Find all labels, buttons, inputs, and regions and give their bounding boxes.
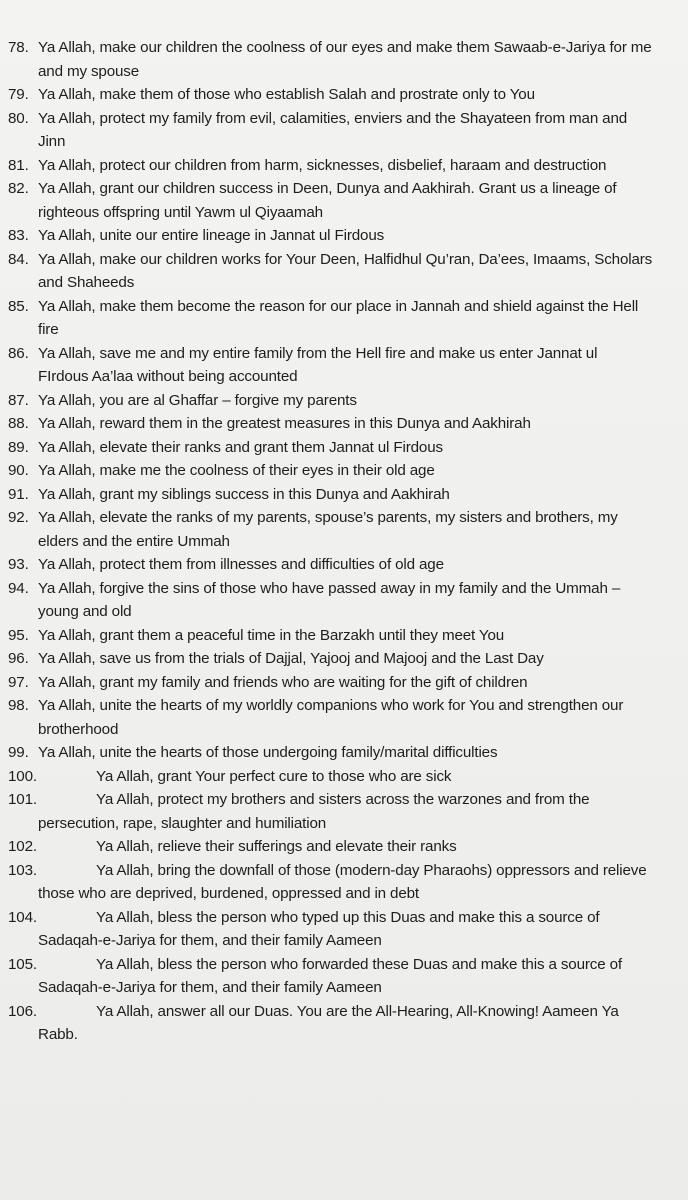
- dua-text: Ya Allah, bless the person who forwarded these Duas and make this a source of: [96, 955, 622, 973]
- dua-number: 90.: [8, 462, 29, 479]
- dua-number: 95.: [8, 626, 29, 644]
- dua-number: 79.: [8, 86, 29, 103]
- dua-item: [0, 1000, 688, 1047]
- dua-text: Ya Allah, unite the hearts of those undergoing family/marital difficulties: [38, 744, 498, 761]
- dua-item: [0, 906, 688, 953]
- dua-item: [0, 459, 688, 483]
- dua-text: Ya Allah, protect our children from harm, sicknesses, disbelief, haraam and destruction: [38, 156, 607, 174]
- dua-text: Ya Allah, make our children works for Your Deen, Halfidhul Qu’ran, Da’ees, Imaams, Scholars: [38, 250, 653, 268]
- dua-item: [0, 224, 688, 248]
- dua-text: Ya Allah, answer all our Duas. You are the All-Hearing, All-Knowing! Aameen Ya: [96, 1002, 619, 1020]
- dua-text: Ya Allah, protect them from illnesses and difficulties of old age: [38, 556, 444, 573]
- dua-number: 106.: [8, 1002, 37, 1020]
- dua-item: [0, 741, 688, 765]
- dua-number: 89.: [8, 438, 29, 456]
- dua-text: Ya Allah, make them become the reason for our place in Jannah and shield against the Hell: [38, 297, 639, 315]
- dua-text-continuation: and my spouse: [38, 62, 140, 80]
- dua-number: 104.: [8, 908, 37, 926]
- dua-item: [0, 671, 688, 695]
- dua-number: 84.: [8, 250, 29, 268]
- dua-text-continuation: Sadaqah-e-Jariya for them, and their family Aameen: [38, 932, 382, 949]
- dua-text-continuation: righteous offspring until Yawm ul Qiyaamah: [38, 203, 323, 221]
- dua-number: 96.: [8, 650, 29, 667]
- dua-number: 91.: [8, 485, 29, 503]
- dua-number: 100.: [8, 767, 37, 785]
- dua-text: Ya Allah, bless the person who typed up this Duas and make this a source of: [96, 908, 600, 926]
- dua-text: Ya Allah, protect my brothers and sisters across the warzones and from the: [96, 791, 590, 808]
- dua-number: 87.: [8, 391, 29, 409]
- dua-item: [0, 483, 688, 507]
- dua-item: [0, 835, 688, 859]
- dua-text: Ya Allah, grant my siblings success in this Dunya and Aakhirah: [38, 485, 450, 503]
- dua-text: Ya Allah, elevate the ranks of my parents, spouse’s parents, my sisters and brothers, my: [38, 509, 618, 526]
- dua-number: 102.: [8, 838, 37, 855]
- dua-item: [0, 248, 688, 295]
- dua-list: [0, 36, 688, 1047]
- dua-number: 86.: [8, 344, 29, 362]
- dua-text-continuation: brotherhood: [38, 720, 119, 738]
- dua-item: [0, 154, 688, 178]
- dua-text-continuation: and Shaheeds: [38, 274, 135, 291]
- dua-text-continuation: fire: [38, 321, 59, 338]
- dua-number: 81.: [8, 156, 29, 174]
- dua-text: Ya Allah, make me the coolness of their eyes in their old age: [38, 462, 435, 479]
- dua-item: [0, 436, 688, 460]
- dua-number: 99.: [8, 744, 29, 761]
- dua-item: [0, 342, 688, 389]
- dua-number: 85.: [8, 297, 29, 315]
- dua-item: [0, 83, 688, 107]
- dua-text-continuation: young and old: [38, 603, 132, 620]
- dua-number: 94.: [8, 579, 29, 597]
- dua-item: [0, 765, 688, 789]
- dua-number: 83.: [8, 227, 29, 244]
- dua-text: Ya Allah, unite our entire lineage in Jannat ul Firdous: [38, 227, 385, 244]
- dua-item: [0, 788, 688, 835]
- dua-number: 98.: [8, 697, 29, 714]
- dua-number: 80.: [8, 109, 29, 127]
- dua-text: Ya Allah, grant my family and friends who are waiting for the gift of children: [38, 673, 528, 691]
- dua-number: 82.: [8, 180, 29, 197]
- dua-number: 97.: [8, 673, 29, 691]
- dua-number: 101.: [8, 791, 37, 808]
- dua-text: Ya Allah, save us from the trials of Dajjal, Yajooj and Majooj and the Last Day: [38, 650, 544, 667]
- dua-text: Ya Allah, grant them a peaceful time in the Barzakh until they meet You: [38, 626, 505, 644]
- dua-item: [0, 953, 688, 1000]
- dua-number: 105.: [8, 955, 37, 973]
- dua-text: Ya Allah, bring the downfall of those (modern-day Pharaohs) oppressors and relieve: [96, 861, 647, 879]
- dua-text: Ya Allah, protect my family from evil, calamities, enviers and the Shayateen from man and: [38, 109, 628, 127]
- dua-number: 92.: [8, 509, 29, 526]
- dua-text: Ya Allah, make them of those who establish Salah and prostrate only to You: [38, 86, 535, 103]
- dua-item: [0, 859, 688, 906]
- dua-text: Ya Allah, save me and my entire family from the Hell fire and make us enter Jannat ul: [38, 344, 598, 362]
- dua-item: [0, 553, 688, 577]
- dua-text: Ya Allah, reward them in the greatest measures in this Dunya and Aakhirah: [38, 415, 531, 432]
- dua-text-continuation: FIrdous Aa’laa without being accounted: [38, 368, 298, 385]
- dua-item: [0, 107, 688, 154]
- dua-item: [0, 577, 688, 624]
- dua-text: Ya Allah, grant our children success in Deen, Dunya and Aakhirah. Grant us a lineage of: [38, 180, 617, 197]
- dua-item: [0, 36, 688, 83]
- dua-number: 93.: [8, 556, 29, 573]
- dua-item: [0, 694, 688, 741]
- dua-text: Ya Allah, grant Your perfect cure to those who are sick: [96, 767, 452, 785]
- dua-text: Ya Allah, forgive the sins of those who have passed away in my family and the Ummah –: [38, 579, 621, 597]
- dua-number: 78.: [8, 39, 29, 56]
- dua-text-continuation: Rabb.: [38, 1026, 78, 1043]
- dua-text: Ya Allah, elevate their ranks and grant them Jannat ul Firdous: [38, 438, 443, 456]
- dua-item: [0, 624, 688, 648]
- dua-text-continuation: persecution, rape, slaughter and humiliation: [38, 814, 327, 832]
- dua-text-continuation: elders and the entire Ummah: [38, 532, 230, 550]
- dua-number: 88.: [8, 415, 29, 432]
- dua-number: 103.: [8, 861, 37, 879]
- dua-text: Ya Allah, you are al Ghaffar – forgive my parents: [38, 391, 357, 409]
- dua-text: Ya Allah, relieve their sufferings and elevate their ranks: [96, 838, 457, 855]
- dua-item: [0, 412, 688, 436]
- dua-item: [0, 647, 688, 671]
- dua-text-continuation: Jinn: [38, 133, 66, 150]
- dua-item: [0, 506, 688, 553]
- dua-text-continuation: Sadaqah-e-Jariya for them, and their family Aameen: [38, 979, 382, 996]
- dua-text-continuation: those who are deprived, burdened, oppressed and in debt: [38, 885, 419, 902]
- dua-item: [0, 389, 688, 413]
- dua-item: [0, 295, 688, 342]
- dua-text: Ya Allah, make our children the coolness of our eyes and make them Sawaab-e-Jariya for me: [38, 39, 652, 56]
- dua-item: [0, 177, 688, 224]
- dua-text: Ya Allah, unite the hearts of my worldly companions who work for You and strengthen our: [38, 697, 624, 714]
